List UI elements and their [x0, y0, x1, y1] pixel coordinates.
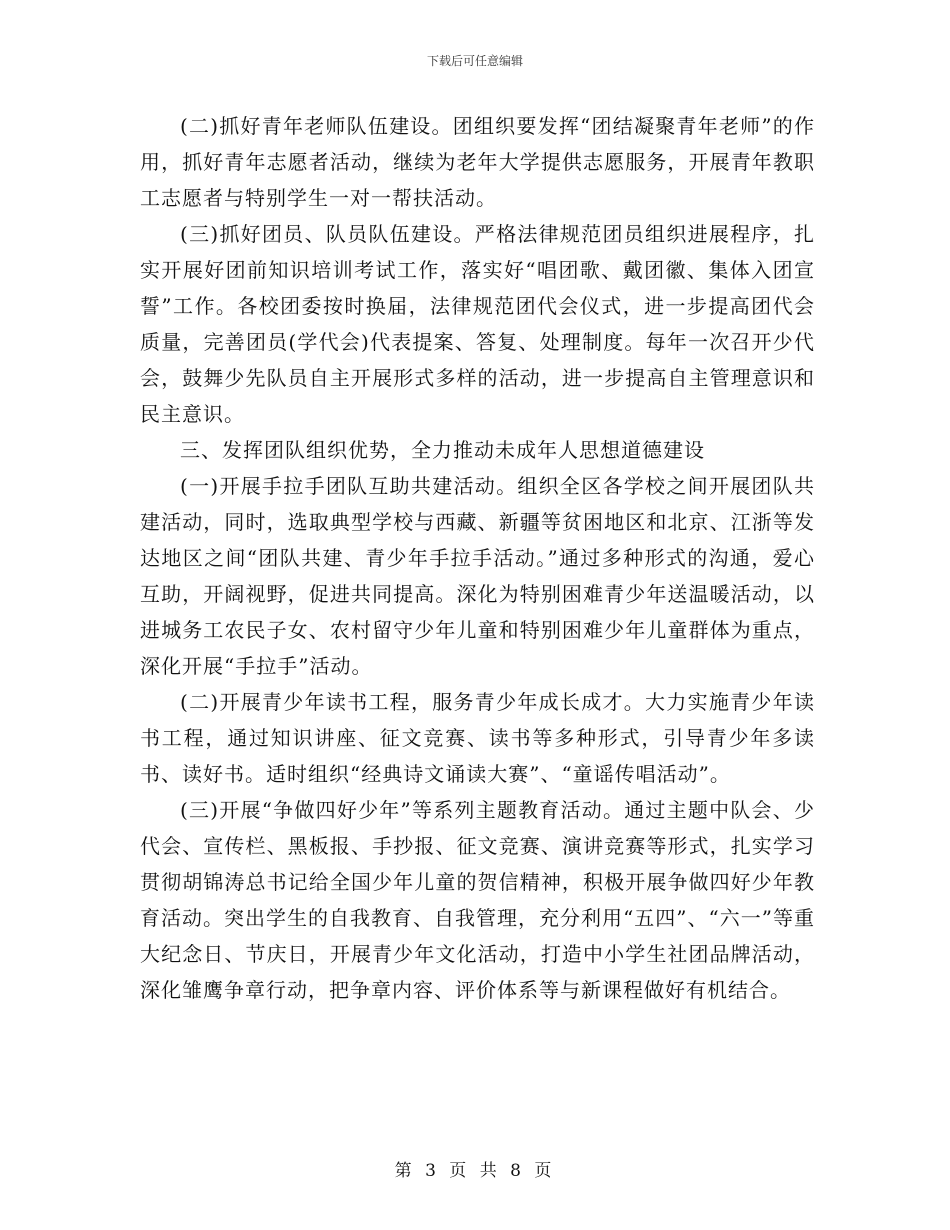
document-body: [140, 108, 815, 1008]
paragraph: (三)抓好团员、队员队伍建设。严格法律规范团员组织进展程序，扎实开展好团前知识培训考试工作，落实好“唱团歌、戴团徽、集体入团宣誓”工作。各校团委按时换届，法律规范团代会仪式，进一步提高团代会质量，完善团员(学代会)代表提案、答复、处理制度。每年一次召开少代会，鼓舞少先队员自主开展形式多样的活动，进一步提高自主管理意识和民主意识。: [140, 222, 815, 426]
paragraph: (二)开展青少年读书工程，服务青少年成长成才。大力实施青少年读书工程，通过知识讲座、征文竞赛、读书等多种形式，引导青少年多读书、读好书。适时组织“经典诗文诵读大赛”、“童谣传唱活动”。: [140, 690, 815, 786]
paragraph: (二)抓好青年老师队伍建设。团组织要发挥“团结凝聚青年老师”的作用，抓好青年志愿者活动，继续为老年大学提供志愿服务，开展青年教职工志愿者与特别学生一对一帮扶活动。: [140, 114, 815, 210]
section-heading: 三、发挥团队组织优势，全力推动未成年人思想道德建设: [180, 438, 705, 462]
paragraph: (三)开展“争做四好少年”等系列主题教育活动。通过主题中队会、少代会、宣传栏、黑板报、手抄报、征文竞赛、演讲竞赛等形式，扎实学习贯彻胡锦涛总书记给全国少年儿童的贺信精神，积极开展争做四好少年教育活动。突出学生的自我教育、自我管理，充分利用“五四”、“六一”等重大纪念日、节庆日，开展青少年文化活动，打造中小学生社团品牌活动，深化雏鹰争章行动，把争章内容、评价体系等与新课程做好有机结合。: [140, 798, 815, 1002]
paragraph: (一)开展手拉手团队互助共建活动。组织全区各学校之间开展团队共建活动，同时，选取典型学校与西藏、新疆等贫困地区和北京、江浙等发达地区之间“团队共建、青少年手拉手活动。”通过多种形式的沟通，爱心互助，开阔视野，促进共同提高。深化为特别困难青少年送温暖活动，以进城务工农民子女、农村留守少年儿童和特别困难少年儿童群体为重点，深化开展“手拉手”活动。: [140, 474, 815, 678]
page-header: 下载后可任意编辑: [426, 54, 523, 68]
page-footer: 第 3 页 共 8 页: [394, 1161, 556, 1181]
